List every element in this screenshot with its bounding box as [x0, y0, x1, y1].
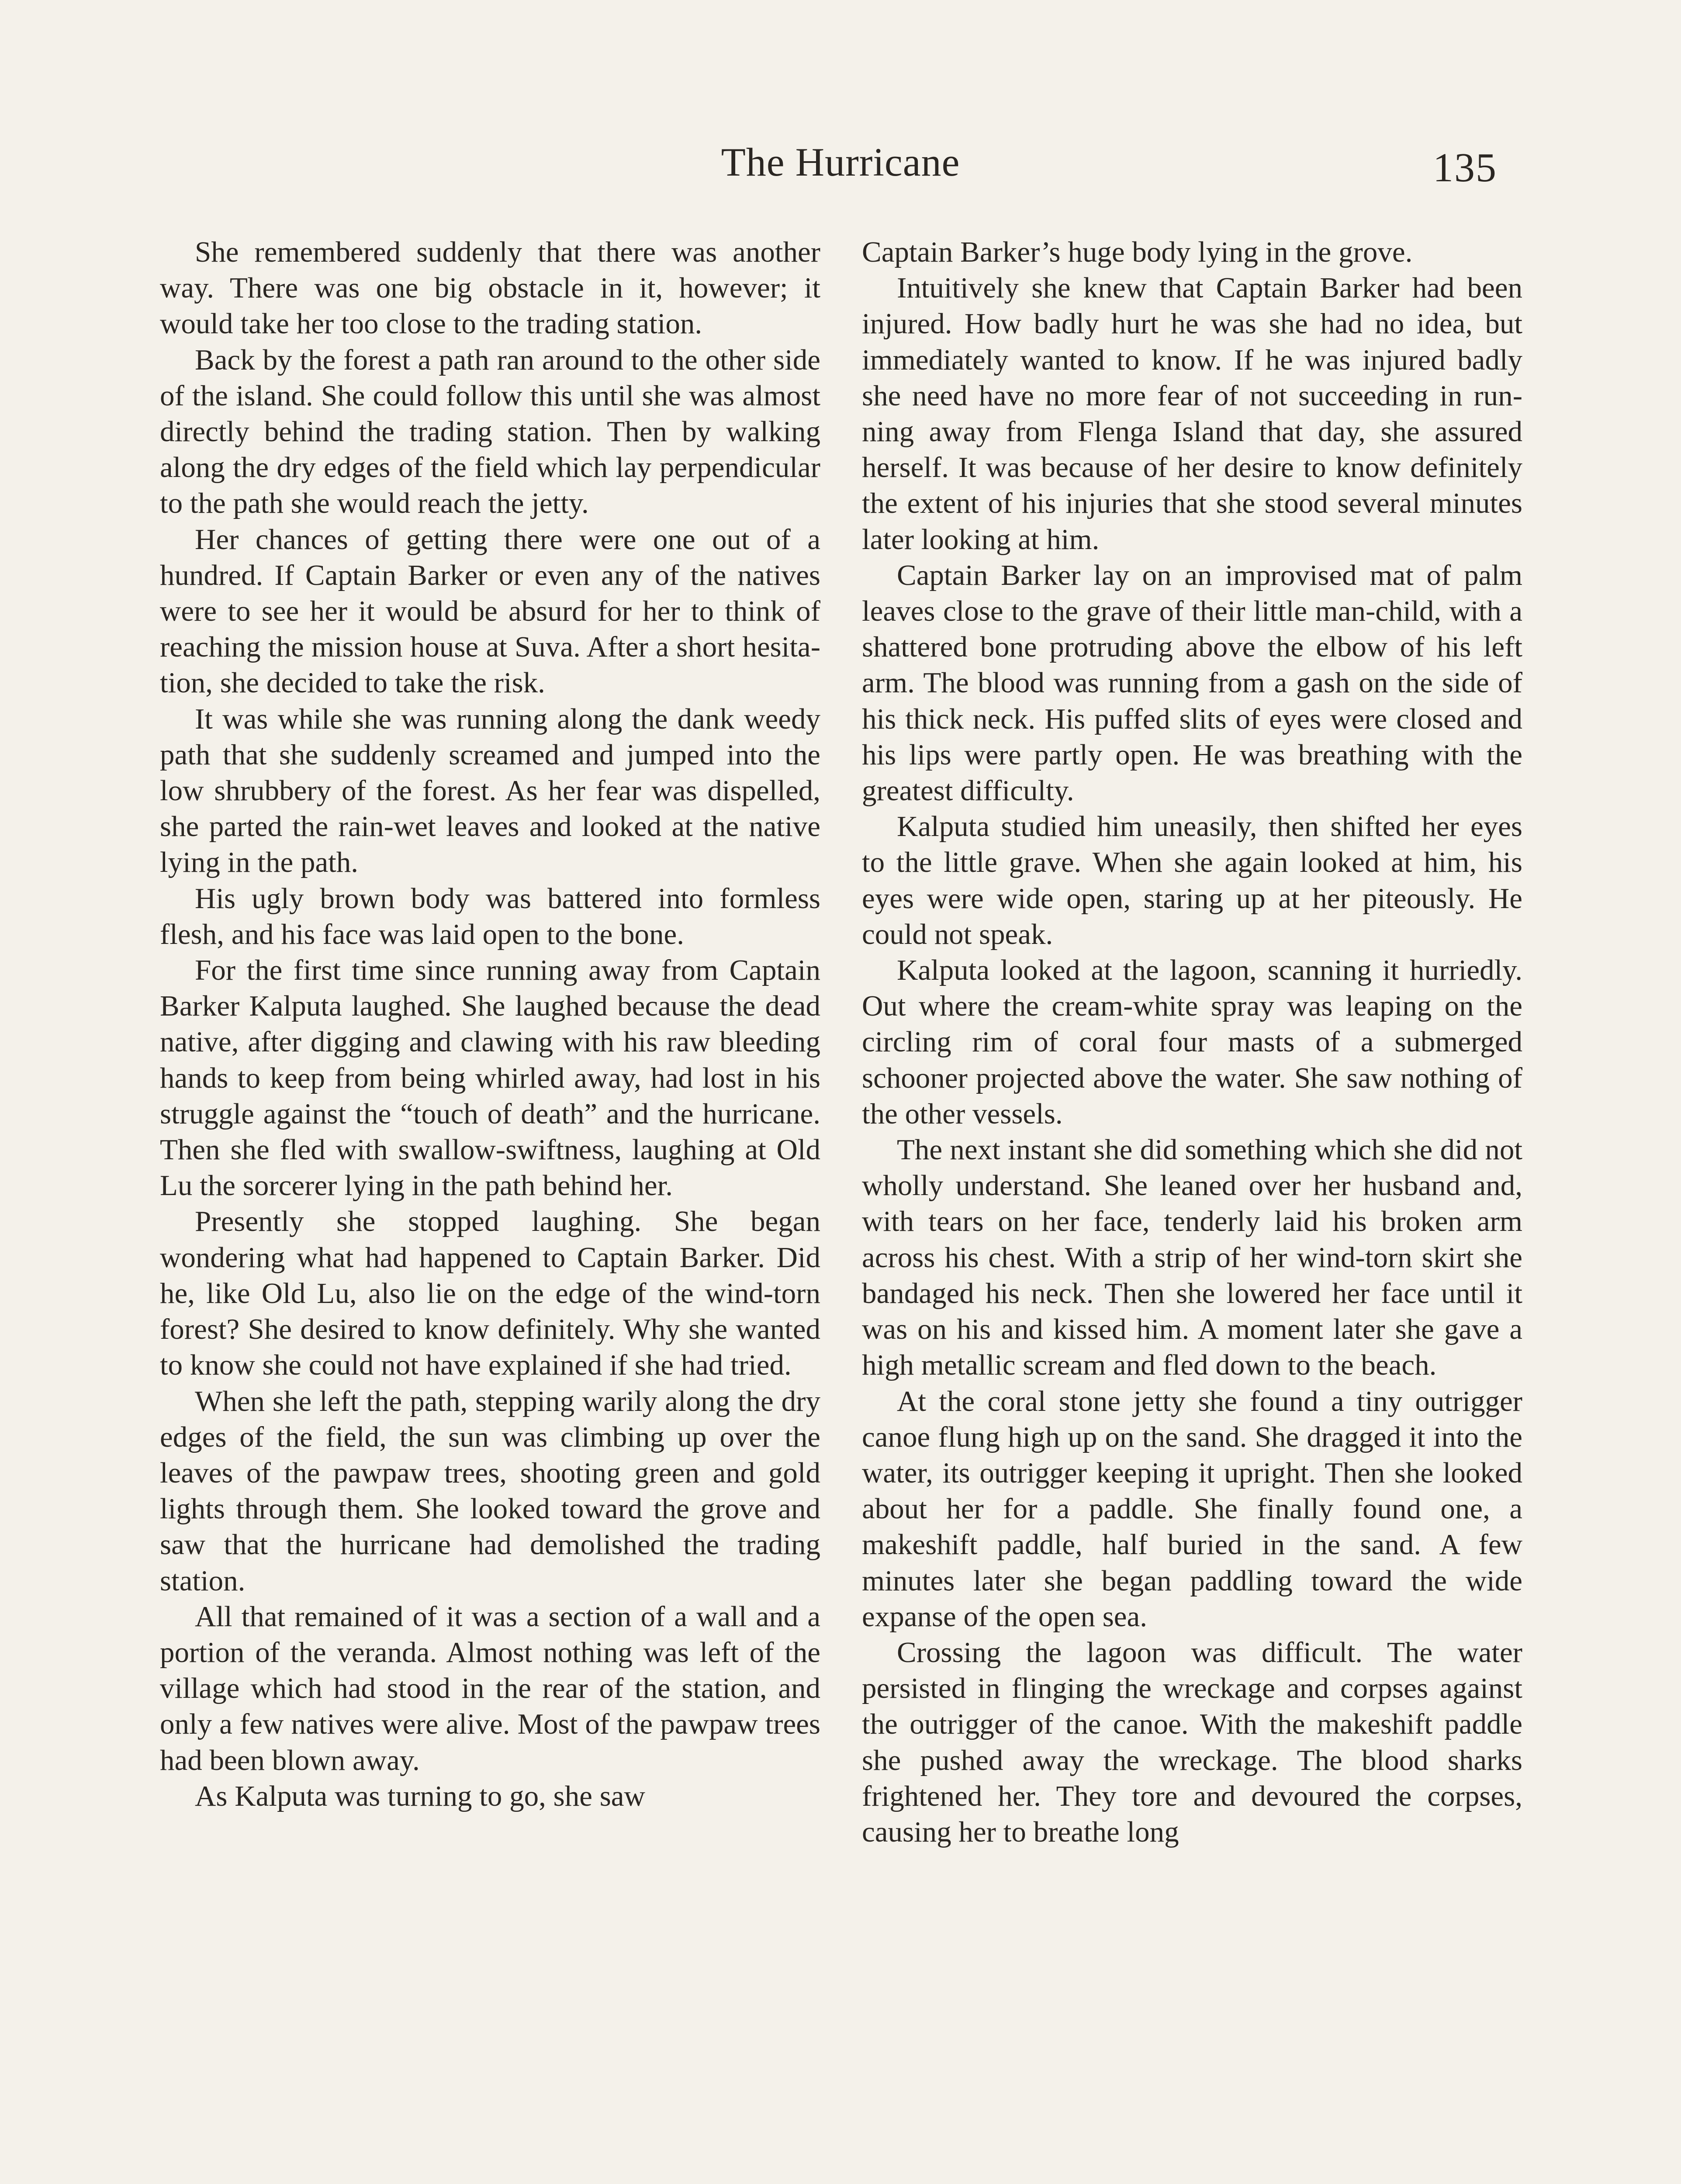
paragraph: His ugly brown body was battered into formless flesh, and his face was laid open to the bone.: [160, 882, 820, 950]
left-column: [160, 234, 820, 1814]
running-head: [0, 139, 1681, 196]
paragraph: Kalputa looked at the lagoon, scanning it hurriedly. Out where the cream-white spray was leaping on the circling rim of coral four masts of a submerged schooner projected above the water. She saw nothing of the other vessels.: [862, 954, 1522, 1130]
paragraph: Back by the forest a path ran around to the other side of the island. She could follow this until she was almost directly behind the trading station. Then by walking along the dry edges of the field which lay perpendicular to the path she would reach the jetty.: [160, 343, 820, 520]
paragraph: The next instant she did something which she did not wholly understand. She leaned over her husband and, with tears on her face, tenderly laid his broken arm across his chest. With a strip of her wind-torn skirt she bandaged his neck. Then she lowered her face until it was on his and kissed him. A moment later she gave a high metallic scream and fled down to the beach.: [862, 1133, 1522, 1382]
paragraph: At the coral stone jetty she found a tiny outrigger canoe flung high up on the sand. She dragged it into the water, its outrigger keeping it upright. Then she looked about her for a paddle. She finally found one, a makeshift paddle, half buried in the sand. A few minutes later she began paddling toward the wide expanse of the open sea.: [862, 1385, 1522, 1633]
running-title: The Hurricane: [721, 140, 960, 184]
paragraph: For the first time since running away from Captain Barker Kalputa laughed. She laughed because the dead native, after digging and clawing with his raw bleeding hands to keep from being whirled away, had lost in his struggle against the “touch of death” and the hurricane. Then she fled with swallow-swiftness, laughing at Old Lu the sorcerer lying in the path behind her.: [160, 954, 820, 1202]
paragraph: She remembered suddenly that there was another way. There was one big obstacle in it, however; it would take her too close to the trading station.: [160, 236, 820, 340]
paragraph: Kalputa studied him uneasily, then shifted her eyes to the little grave. When she again looked at him, his eyes were wide open, staring up at her piteously. He could not speak.: [862, 810, 1522, 950]
right-column: [862, 234, 1522, 1850]
paragraph: Captain Barker lay on an improvised mat of palm leaves close to the grave of their little man-child, with a shattered bone protruding above the elbow of his left arm. The blood was running from a gash on the side of his thick neck. His puffed slits of eyes were closed and his lips were partly open. He was breathing with the greatest difficulty.: [862, 559, 1522, 807]
paragraph: Crossing the lagoon was difficult. The water persisted in flinging the wreckage and corpses against the outrigger of the canoe. With the makeshift paddle she pushed away the wreckage. The blood sharks frightened her. They tore and devoured the corpses, causing her to breathe long: [862, 1636, 1522, 1848]
paragraph: As Kalputa was turning to go, she saw: [195, 1780, 645, 1812]
paragraph: It was while she was running along the dank weedy path that she suddenly screamed and jumped into the low shrubbery of the forest. As her fear was dispelled, she parted the rain-wet leaves and looked at the native lying in the path.: [160, 702, 820, 879]
paragraph: When she left the path, stepping warily along the dry edges of the field, the sun was climbing up over the leaves of the pawpaw trees, shooting green and gold lights through them. She looked toward the grove and saw that the hurricane had demolished the trading station.: [160, 1385, 820, 1597]
paragraph: Her chances of getting there were one out of a hundred. If Captain Barker or even any of the natives were to see her it would be absurd for her to think of reaching the mission house at Suva. After a short hesitation, she decided to take the risk.: [160, 523, 820, 699]
paragraph: All that remained of it was a section of a wall and a portion of the veranda. Almost nothing was left of the village which had stood in the rear of the station, and only a few natives were alive. Most of the pawpaw trees had been blown away.: [160, 1600, 820, 1776]
paragraph: Intuitively she knew that Captain Barker had been injured. How badly hurt he was she had no idea, but immediately wanted to know. If he was injured badly she need have no more fear of not succeeding in running away from Flenga Island that day, she assured herself. It was because of her desire to know definitely the extent of his injuries that she stood several minutes later looking at him.: [862, 272, 1522, 556]
paragraph: Presently she stopped laughing. She began wondering what had happened to Captain Barker. Did he, like Old Lu, also lie on the edge of the wind-torn forest? She desired to know definitely. Why she wanted to know she could not have explained if she had tried.: [160, 1205, 820, 1382]
page-number: 135: [1433, 145, 1497, 190]
paragraph-continued: Captain Barker’s huge body lying in the grove.: [862, 236, 1413, 268]
